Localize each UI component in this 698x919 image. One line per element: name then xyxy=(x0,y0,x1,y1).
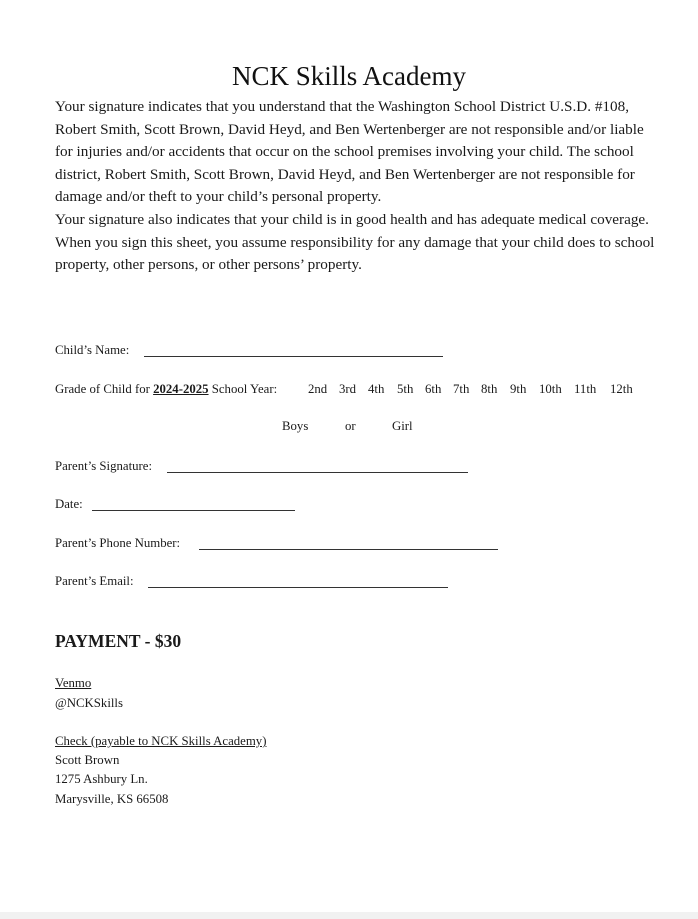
parent-phone-field[interactable] xyxy=(199,549,498,550)
check-label: Check (payable to NCK Skills Academy) xyxy=(55,734,267,748)
parent-signature-label: Parent’s Signature: xyxy=(55,459,153,473)
parent-phone-label: Parent’s Phone Number: xyxy=(55,536,181,550)
grade-option[interactable]: 4th xyxy=(368,382,385,396)
check-street-address: 1275 Ashbury Ln. xyxy=(55,772,148,786)
date-field[interactable] xyxy=(92,510,295,511)
liability-paragraph: Your signature indicates that you understand that the Washington School District U.S.D. #108, Robert Smith, Scott Brown, David Heyd, and Ben Wertenberger are not responsible and/or liable for injuries and/or accidents that occur on the school premises involving your child. The school district, Robert Smith, Scott Brown, David Heyd, and Ben Wertenberger are not responsible for damage and/or theft to your child’s personal property. xyxy=(55,98,644,206)
grade-option[interactable]: 5th xyxy=(397,382,414,396)
grade-option[interactable]: 10th xyxy=(539,382,562,396)
grade-label-prefix: Grade of Child for xyxy=(55,382,150,396)
parent-email-label: Parent’s Email: xyxy=(55,574,134,588)
grade-option[interactable]: 2nd xyxy=(308,382,328,396)
school-year: 2024-2025 xyxy=(153,382,209,396)
grade-label-suffix: School Year: xyxy=(211,382,278,396)
grade-option[interactable]: 12th xyxy=(610,382,633,396)
grade-row xyxy=(55,380,277,398)
health-paragraph: Your signature also indicates that your child is in good health and has adequate medical coverage. When you sign this sheet, you assume responsibility for any damage that your child does to school property, other persons, or other persons’ property. xyxy=(55,210,655,274)
page-title: NCK Skills Academy xyxy=(232,61,466,91)
page-bottom-edge xyxy=(0,912,698,919)
date-label: Date: xyxy=(55,497,83,511)
gender-or-text: or xyxy=(345,419,356,433)
liability-statement xyxy=(55,96,655,277)
check-payee-name: Scott Brown xyxy=(55,753,120,767)
parent-email-field[interactable] xyxy=(148,587,448,588)
grade-option[interactable]: 7th xyxy=(453,382,470,396)
child-name-label: Child’s Name: xyxy=(55,343,130,357)
grade-option[interactable]: 11th xyxy=(574,382,597,396)
venmo-label: Venmo xyxy=(55,676,92,690)
venmo-handle: @NCKSkills xyxy=(55,696,123,710)
gender-option-girl[interactable]: Girl xyxy=(392,419,413,433)
grade-option[interactable]: 6th xyxy=(425,382,442,396)
gender-option-boys[interactable]: Boys xyxy=(282,419,309,433)
grade-option[interactable]: 9th xyxy=(510,382,527,396)
child-name-field[interactable] xyxy=(144,356,443,357)
grade-option[interactable]: 8th xyxy=(481,382,498,396)
payment-heading: PAYMENT - $30 xyxy=(55,631,182,651)
parent-signature-field[interactable] xyxy=(167,472,468,473)
check-city-state-zip: Marysville, KS 66508 xyxy=(55,792,169,806)
grade-option[interactable]: 3rd xyxy=(339,382,357,396)
